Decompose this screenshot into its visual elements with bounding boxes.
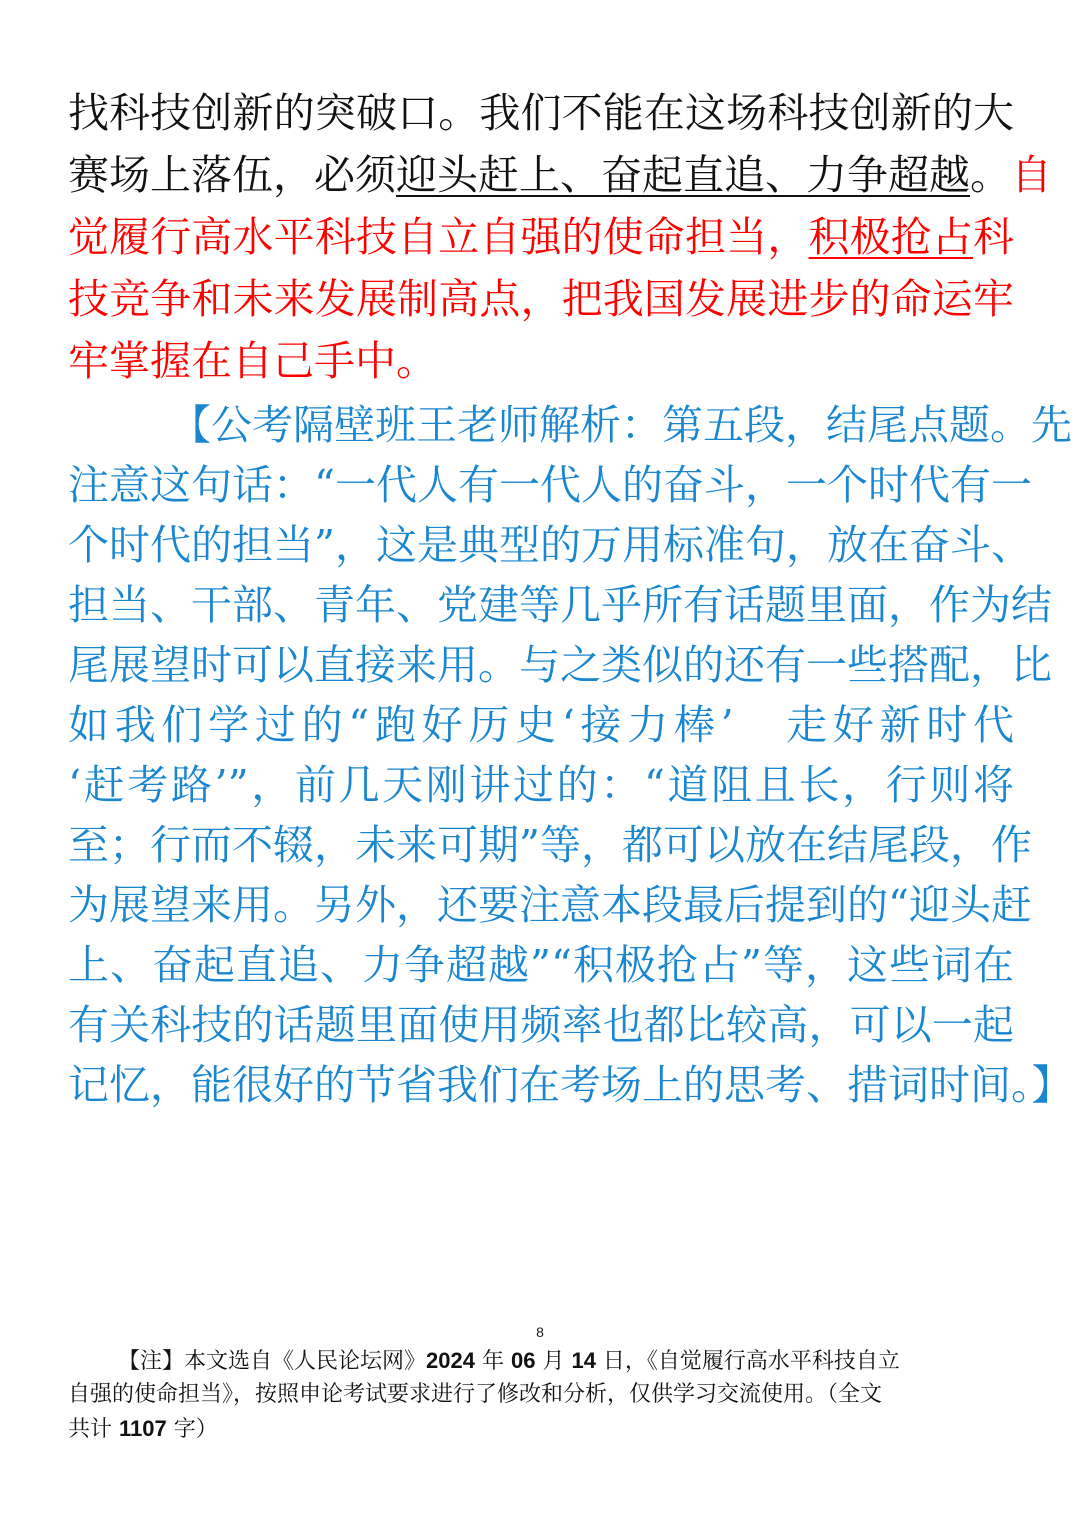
footnote-day: 14 — [571, 1348, 596, 1373]
footnote-line-3 — [68, 1412, 1014, 1446]
analysis-line-4: 担当、干部、青年、党建等几乎所有话题里面，作为结 — [68, 581, 1052, 629]
underlined-phrase: 迎头赶上、奋起直追、力争超越 — [396, 151, 970, 199]
analysis-line-7: ‘赶考路’”，前几天刚讲过的：“道阻且长，行则将 — [68, 761, 1014, 809]
footnote-text: 字） — [166, 1417, 218, 1442]
analysis-line-6: 如我们学过的“跑好历史‘接力棒’ 走好新时代 — [68, 701, 1014, 749]
body-line-1: 找科技创新的突破口。我们不能在这场科技创新的大 — [68, 89, 1014, 137]
footnote-text: 【注】本文选自《人民论坛网》 — [118, 1349, 427, 1374]
analysis-line-1: 【公考隔壁班王老师解析：第五段，结尾点题。先 — [170, 401, 1072, 449]
footnote-month: 06 — [510, 1348, 536, 1373]
analysis-line-10: 上、奋起直追、力争超越”“积极抢占”等，这些词在 — [68, 941, 1014, 989]
footnote-year: 2024 — [426, 1348, 475, 1373]
analysis-line-11: 有关科技的话题里面使用频率也都比较高，可以一起 — [68, 1001, 1014, 1049]
highlighted-text: 觉履行高水平科技自立自强的使命担当， — [68, 213, 809, 261]
footnote-text: 共计 — [68, 1417, 119, 1442]
body-line-3 — [68, 208, 1014, 266]
body-text: 赛场上落伍，必须 — [68, 151, 396, 199]
highlighted-text: 科 — [973, 213, 1014, 261]
underlined-phrase: 积极抢占 — [808, 213, 973, 261]
footnote-char-count: 1107 — [119, 1416, 167, 1441]
footnote-text: 日，《自觉履行高水平科技自立 — [595, 1349, 900, 1374]
footnote-text: 年 — [474, 1349, 511, 1374]
footnote-line-1 — [118, 1344, 1014, 1378]
analysis-line-12: 记忆，能很好的节省我们在考场上的思考、措词时间。】 — [68, 1061, 1073, 1109]
body-line-2 — [68, 146, 1052, 204]
page-number: 8 — [536, 1324, 544, 1340]
analysis-line-8: 至；行而不辍，未来可期”等，都可以放在结尾段，作 — [68, 821, 1032, 869]
footnote-line-2: 自强的使命担当》，按照申论考试要求进行了修改和分析，仅供学习交流使用。（全文 — [68, 1382, 883, 1407]
body-line-5: 牢掌握在自己手中。 — [68, 337, 437, 385]
analysis-line-5: 尾展望时可以直接来用。与之类似的还有一些搭配，比 — [68, 641, 1052, 689]
analysis-line-3: 个时代的担当”，这是典型的万用标准句，放在奋斗、 — [68, 521, 1032, 569]
analysis-line-9: 为展望来用。另外，还要注意本段最后提到的“迎头赶 — [68, 881, 1032, 929]
body-text: 。 — [970, 151, 1011, 199]
body-line-4: 技竞争和未来发展制高点，把我国发展进步的命运牢 — [68, 275, 1014, 323]
analysis-line-2: 注意这句话：“一代人有一代人的奋斗，一个时代有一 — [68, 461, 1032, 509]
highlighted-text: 自 — [1011, 151, 1052, 199]
footnote-text: 月 — [535, 1349, 572, 1374]
